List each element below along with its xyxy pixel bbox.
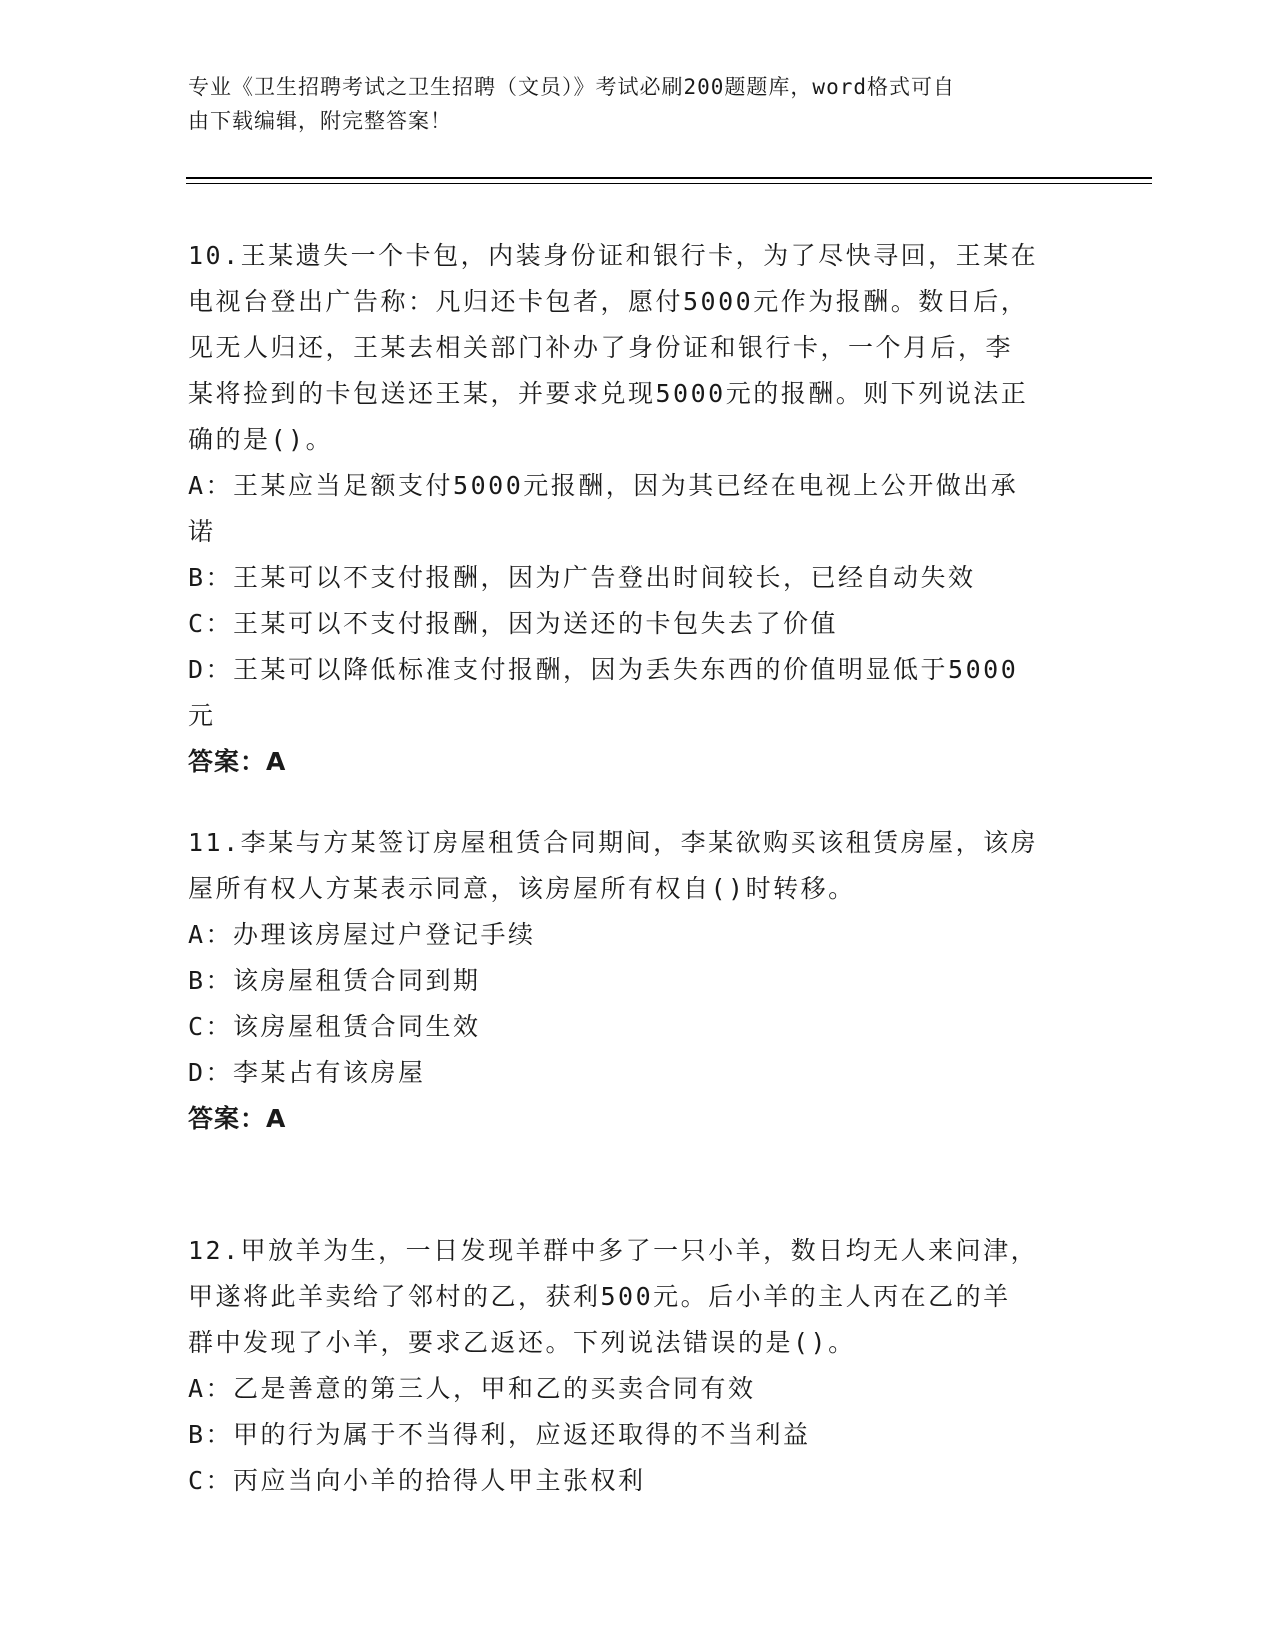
question-stem-line: 见无人归还，王某去相关部门补办了身份证和银行卡，一个月后，李: [188, 333, 1014, 362]
question-stem-line: 11.李某与方某签订房屋租赁合同期间，李某欲购买该租赁房屋，该房: [188, 828, 1039, 857]
question-stem-line: 12.甲放羊为生，一日发现羊群中多了一只小羊，数日均无人来问津，: [188, 1236, 1039, 1265]
question-stem-line: 电视台登出广告称：凡归还卡包者，愿付5000元作为报酬。数日后，: [188, 287, 1029, 316]
document-header: [188, 70, 1068, 138]
question-stem-line: 某将捡到的卡包送还王某，并要求兑现5000元的报酬。则下列说法正: [188, 379, 1029, 408]
question-stem-line: 群中发现了小羊，要求乙返还。下列说法错误的是()。: [188, 1328, 856, 1357]
question-stem-line: 10.王某遗失一个卡包，内装身份证和银行卡，为了尽快寻回，王某在: [188, 241, 1039, 270]
option-a: A：王某应当足额支付5000元报酬，因为其已经在电视上公开做出承: [188, 471, 1019, 500]
option-b: B：王某可以不支付报酬，因为广告登出时间较长，已经自动失效: [188, 563, 976, 592]
question-stem-line: 甲遂将此羊卖给了邻村的乙，获利500元。后小羊的主人丙在乙的羊: [188, 1282, 1011, 1311]
question-12: [188, 1228, 1078, 1504]
option-c: C：该房屋租赁合同生效: [188, 1012, 481, 1041]
option-a: A：办理该房屋过户登记手续: [188, 920, 536, 949]
option-a-continued: 诺: [188, 517, 216, 546]
header-line-2: 由下载编辑，附完整答案！: [188, 109, 452, 133]
question-11: [188, 820, 1078, 1142]
answer-label: 答案：A: [188, 747, 287, 776]
option-c: C：王某可以不支付报酬，因为送还的卡包失去了价值: [188, 609, 839, 638]
option-d-continued: 元: [188, 701, 216, 730]
header-line-1: 专业《卫生招聘考试之卫生招聘（文员）》考试必刷200题题库，word格式可自: [188, 75, 955, 99]
question-stem-line: 屋所有权人方某表示同意，该房屋所有权自()时转移。: [188, 874, 856, 903]
option-b: B：该房屋租赁合同到期: [188, 966, 481, 995]
question-stem-line: 确的是()。: [188, 425, 334, 454]
header-divider-thick: [186, 177, 1152, 179]
option-b: B：甲的行为属于不当得利，应返还取得的不当利益: [188, 1420, 811, 1449]
option-a: A：乙是善意的第三人，甲和乙的买卖合同有效: [188, 1374, 756, 1403]
question-10: [188, 233, 1078, 785]
option-d: D：李某占有该房屋: [188, 1058, 426, 1087]
option-d: D：王某可以降低标准支付报酬，因为丢失东西的价值明显低于5000: [188, 655, 1019, 684]
header-divider-thin: [186, 183, 1152, 184]
option-c: C：丙应当向小羊的拾得人甲主张权利: [188, 1466, 646, 1495]
answer-label: 答案：A: [188, 1104, 287, 1133]
